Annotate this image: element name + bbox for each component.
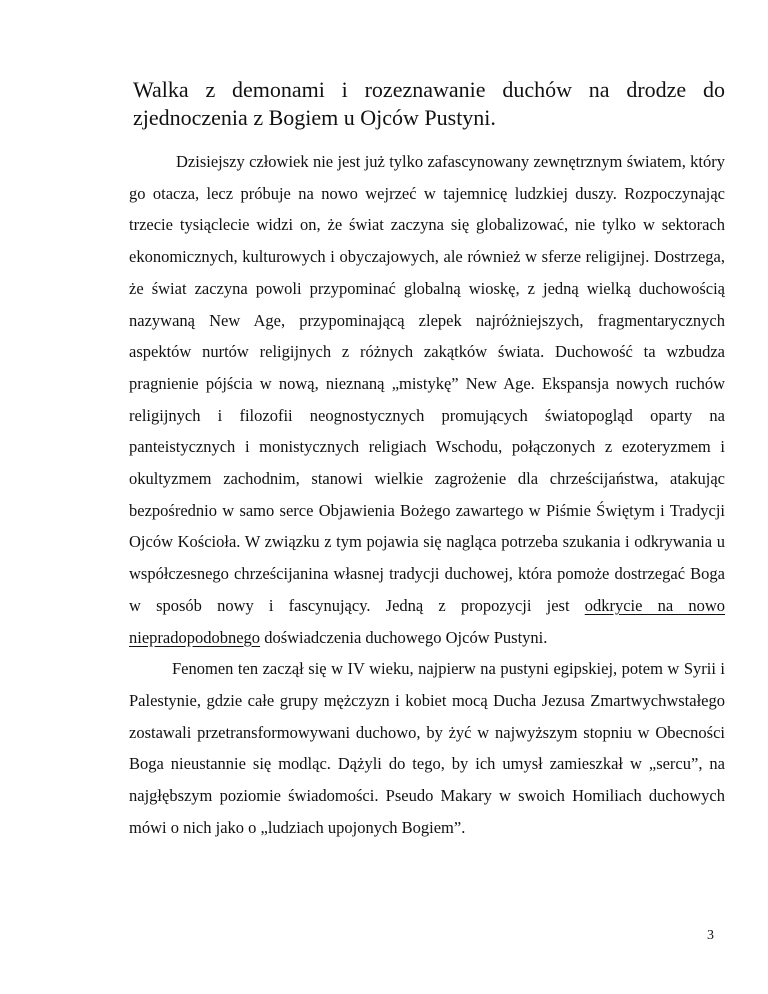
underlined-phrase: odkrycie na nowo niepradopodobnego bbox=[129, 595, 725, 647]
paragraph-2: Fenomen ten zaczął się w IV wieku, najpierw na pustyni egipskiej, potem w Syrii i Palestynie, gdzie całe grupy mężczyzn i kobiet mocą Ducha Jezusa Zmartwychwstałego zostawali przetransformowywani duchowo, by żyć w najwyższym stopniu w Obecności Boga nieustannie się modląc. Dążyli do tego, by ich umysł zamieszkał w „sercu”, na najgłębszym poziomie świadomości. Pseudo Makary w swoich Homiliach duchowych mówi o nich jako o „ludziach upojonych Bogiem”. bbox=[129, 659, 725, 837]
document-title: Walka z demonami i rozeznawanie duchów na drodze do zjednoczenia z Bogiem u Ojców Pustyni. bbox=[133, 77, 725, 130]
paragraph-1-ending: doświadczenia duchowego Ojców Pustyni. bbox=[260, 627, 548, 647]
paragraph-1-text: Dzisiejszy człowiek nie jest już tylko zafascynowany zewnętrznym światem, który go otacza, lecz próbuje na nowo wejrzeć w tajemnicę ludzkiej duszy. Rozpoczynając trzecie tysiąclecie widzi on, że świat zaczyna się globalizować, nie tylko w sektorach ekonomicznych, kulturowych i obyczajowych, ale również w sferze religijnej. Dostrzega, że świat zaczyna powoli przypominać globalną wioskę, z jedną wielką duchowością nazywaną New Age, przypominającą zlepek najróżniejszych, fragmentarycznych aspektów nurtów religijnych z różnych zakątków świata. Duchowość ta wzbudza pragnienie pójścia w nową, nieznaną „mistykę” New Age. Ekspansja nowych ruchów religijnych i filozofii neognostycznych promujących światopogląd oparty na panteistycznych i monistycznych religiach Wschodu, połączonych z ezoteryzmem i okultyzmem zachodnim, stanowi wielkie zagrożenie dla chrześcijaństwa, atakując bezpośrednio w samo serce Objawienia Bożego zawartego w Piśmie Świętym i Tradycji Ojców Kościoła. W związku z tym pojawia się nagląca potrzeba szukania i odkrywania u współczesnego chrześcijanina własnej tradycji duchowej, która pomoże dostrzegać Boga w sposób nowy i fascynujący. Jedną z propozycji jest bbox=[129, 152, 725, 615]
document-body bbox=[129, 146, 725, 843]
paragraph-1 bbox=[129, 146, 725, 653]
page-number: 3 bbox=[707, 928, 714, 943]
